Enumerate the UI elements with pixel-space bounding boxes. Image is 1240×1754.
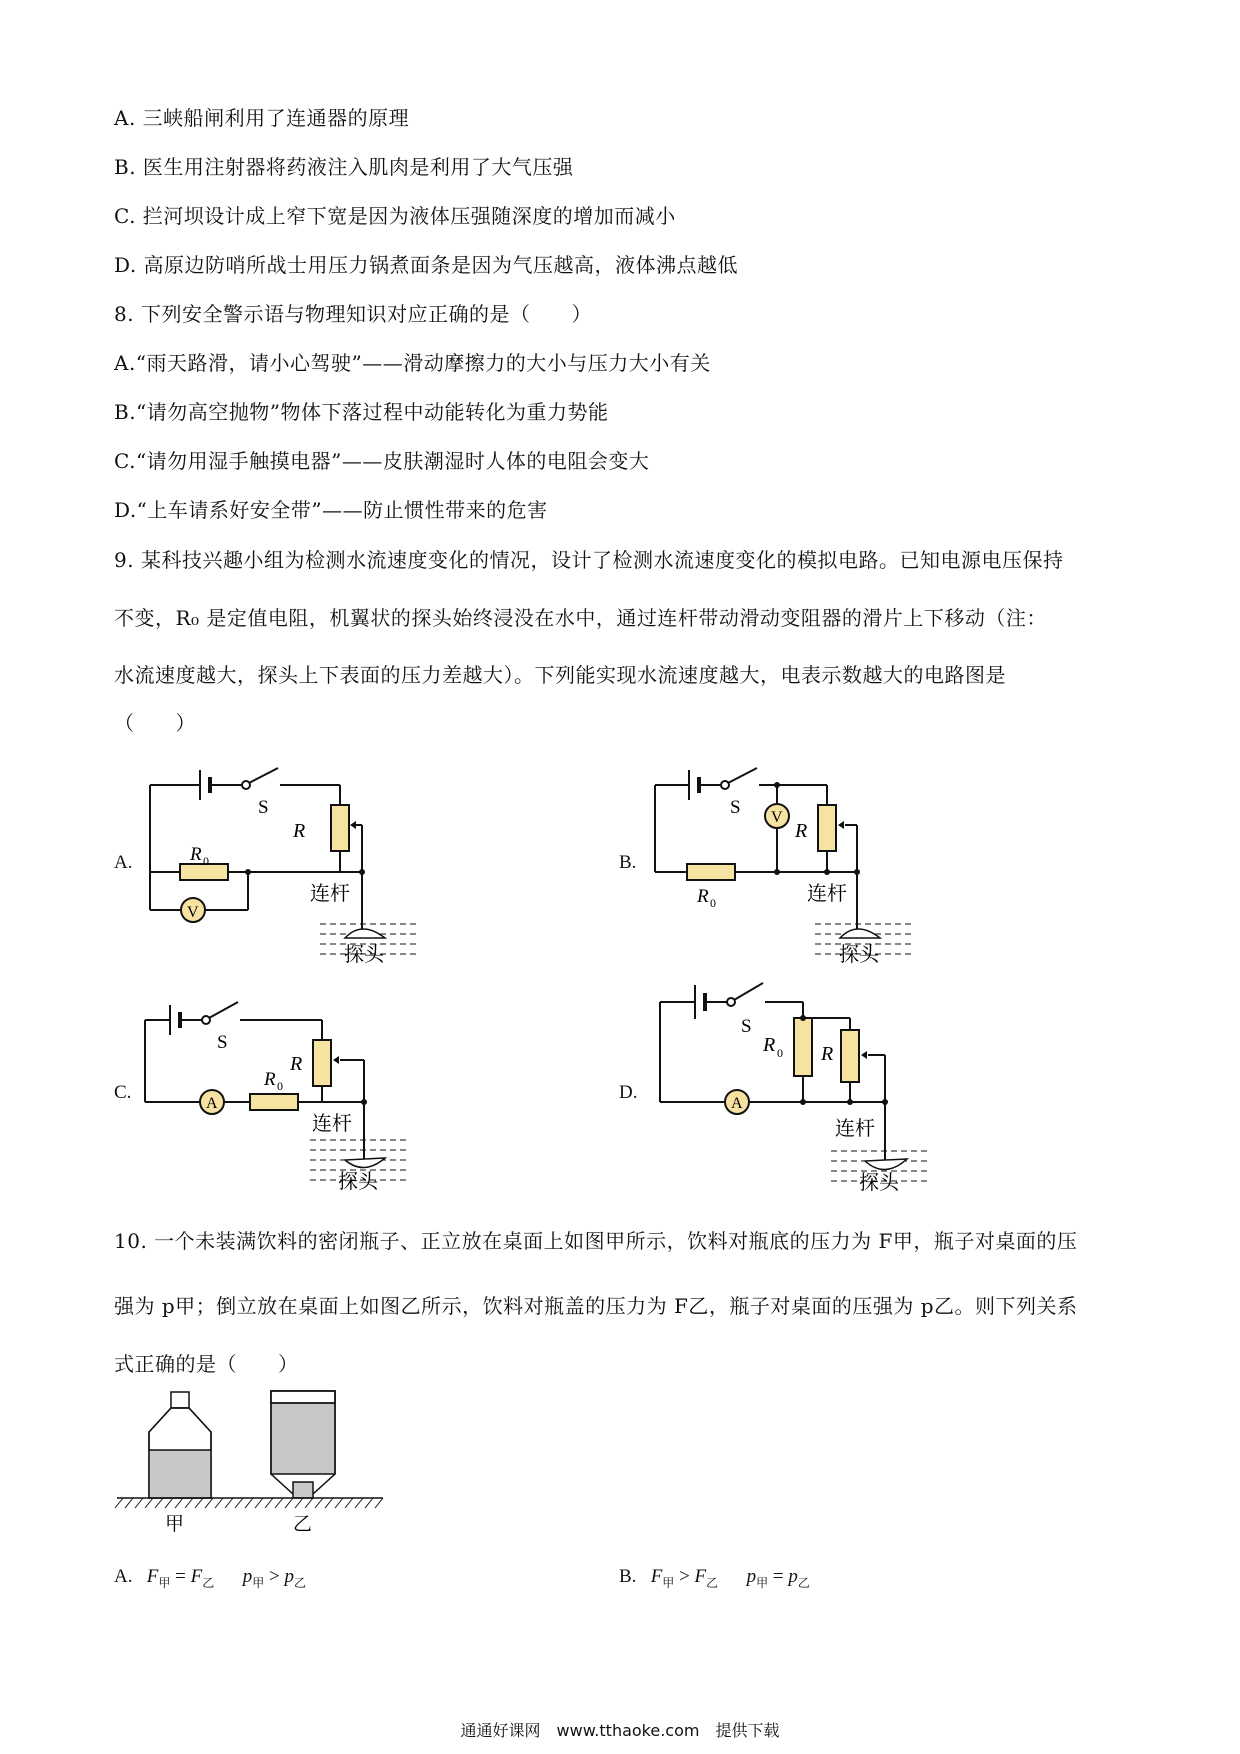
q10-option-b: B. $F_甲 > F_乙$ $p_甲 = p_乙$ xyxy=(619,1566,810,1590)
circuit-c-r0-label: R xyxy=(264,1069,276,1090)
circuit-c-switch-label: S xyxy=(217,1032,228,1053)
circuit-b-rod-label: 连杆 xyxy=(807,883,847,905)
circuit-a-rheostat-label: R xyxy=(293,820,306,842)
q10-stem-line-3: 式正确的是（ ） xyxy=(114,1352,299,1376)
circuit-b-voltmeter-label: V xyxy=(771,809,783,826)
circuit-a-probe-label: 探头 xyxy=(344,944,384,966)
circuit-d-rheostat-label: R xyxy=(821,1043,834,1065)
q8-option-a: A.“雨天路滑，请小心驾驶”——滑动摩擦力的大小与压力大小有关 xyxy=(114,351,711,375)
circuit-diagram-c xyxy=(140,990,460,1210)
bottle-yi-label: 乙 xyxy=(293,1514,313,1535)
circuit-a-switch-label: S xyxy=(258,797,269,818)
q9-stem-line-1: 9. 某科技兴趣小组为检测水流速度变化的情况，设计了检测水流速度变化的模拟电路。已知电源电压保持 xyxy=(114,548,1064,572)
q8-option-b: B.“请勿高空抛物”物体下落过程中动能转化为重力势能 xyxy=(114,400,609,424)
circuit-d-probe-label: 探头 xyxy=(859,1172,899,1194)
q10-stem-line-1: 10. 一个未装满饮料的密闭瓶子、正立放在桌面上如图甲所示，饮料对瓶底的压力为 F甲，瓶子对桌面的压 xyxy=(114,1229,1078,1253)
circuit-c-r0-sub: 0 xyxy=(277,1079,283,1093)
q9-stem-line-4: （ ） xyxy=(114,711,196,735)
circuit-b-letter: B. xyxy=(619,852,637,873)
circuit-d-rod-label: 连杆 xyxy=(835,1118,875,1140)
circuit-b-probe-label: 探头 xyxy=(839,944,879,966)
circuit-d-ammeter-label: A xyxy=(731,1095,743,1112)
q8-stem: 8. 下列安全警示语与物理知识对应正确的是（ ） xyxy=(114,302,592,326)
circuit-d-letter: D. xyxy=(619,1082,638,1103)
circuit-a-r0-label: R xyxy=(190,844,202,865)
circuit-c-probe-label: 探头 xyxy=(338,1171,378,1193)
q9-stem-line-2: 不变，R₀ 是定值电阻，机翼状的探头始终浸没在水中，通过连杆带动滑动变阻器的滑片上下移动（注： xyxy=(114,606,1047,630)
circuit-c-rheostat-label: R xyxy=(290,1053,303,1075)
q8-option-c: C.“请勿用湿手触摸电器”——皮肤潮湿时人体的电阻会变大 xyxy=(114,449,650,473)
circuit-c-ammeter-label: A xyxy=(206,1095,218,1112)
circuit-a-rod-label: 连杆 xyxy=(310,883,350,905)
circuit-diagram-d xyxy=(645,975,965,1195)
circuit-d-r0-label: R xyxy=(763,1034,776,1056)
circuit-diagram-a xyxy=(140,760,460,980)
circuit-c-letter: C. xyxy=(114,1082,132,1103)
q7-option-a: A. 三峡船闸利用了连通器的原理 xyxy=(114,106,410,130)
circuit-b-r0-sub: 0 xyxy=(710,896,716,910)
circuit-diagram-b xyxy=(645,760,965,980)
circuit-c-rod-label: 连杆 xyxy=(312,1113,352,1135)
q8-option-d: D.“上车请系好安全带”——防止惯性带来的危害 xyxy=(114,498,548,522)
q9-stem-line-3: 水流速度越大，探头上下表面的压力差越大）。下列能实现水流速度越大，电表示数越大的电路图是 xyxy=(114,663,1006,687)
circuit-b-switch-label: S xyxy=(730,797,741,818)
bottle-figure xyxy=(115,1390,395,1550)
circuit-a-letter: A. xyxy=(114,852,133,873)
circuit-b-r0-label: R xyxy=(697,886,709,907)
circuit-d-switch-label: S xyxy=(741,1016,752,1037)
circuit-a-voltmeter-label: V xyxy=(187,904,199,921)
q10-option-a: A. $F_甲 = F_乙$ $p_甲 > p_乙$ xyxy=(114,1566,306,1590)
circuit-a-r0-sub: 0 xyxy=(203,854,209,868)
circuit-d-r0-sub: 0 xyxy=(777,1046,783,1060)
page-footer: 通通好课网 www.tthaoke.com 提供下载 xyxy=(460,1721,780,1740)
bottle-jia-label: 甲 xyxy=(165,1514,185,1535)
q10-stem-line-2: 强为 p甲；倒立放在桌面上如图乙所示，饮料对瓶盖的压力为 F乙，瓶子对桌面的压强为 p乙。则下列关系 xyxy=(114,1294,1078,1318)
q7-option-d: D. 高原边防哨所战士用压力锅煮面条是因为气压越高，液体沸点越低 xyxy=(114,253,739,277)
q7-option-b: B. 医生用注射器将药液注入肌肉是利用了大气压强 xyxy=(114,155,574,179)
circuit-b-rheostat-label: R xyxy=(795,820,808,842)
q7-option-c: C. 拦河坝设计成上窄下宽是因为液体压强随深度的增加而减小 xyxy=(114,204,676,228)
